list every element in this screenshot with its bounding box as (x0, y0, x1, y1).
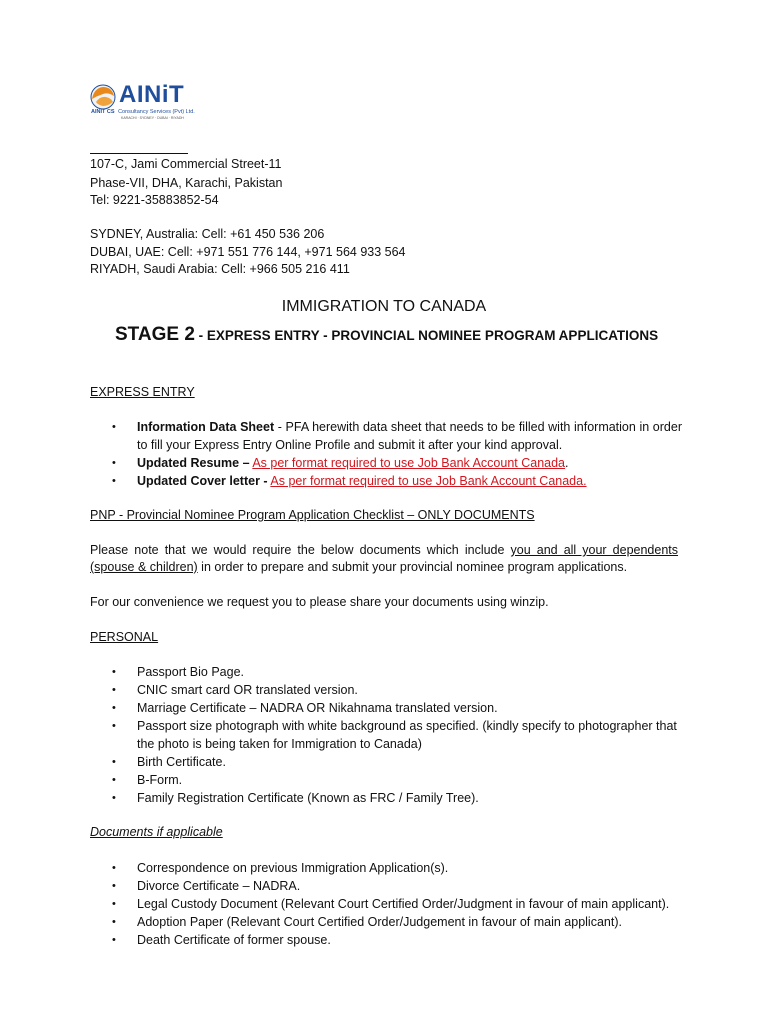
company-logo (88, 82, 198, 126)
express-entry-list (90, 418, 682, 490)
bullet: • (112, 720, 116, 732)
logo-company: Consultancy Services (Pvt) Ltd. (118, 109, 195, 115)
paragraph-text: in order to prepare and submit your provincial nominee program applications. (197, 560, 628, 574)
bullet: • (112, 792, 116, 804)
bullet: • (112, 684, 116, 696)
pnp-paragraph (90, 542, 678, 576)
item-title: Updated Resume – (137, 456, 250, 470)
item-text: Family Registration Certificate (Known as FRC / Family Tree). (137, 791, 479, 805)
bullet: • (112, 702, 116, 714)
list-item (90, 454, 682, 472)
item-text: Death Certificate of former spouse. (137, 933, 331, 947)
list-item (90, 913, 682, 931)
bullet: • (112, 421, 116, 433)
address-dubai: DUBAI, UAE: Cell: +971 551 776 144, +971 564 933 564 (90, 245, 406, 259)
address-line-1: 107-C, Jami Commercial Street-11 (90, 157, 282, 171)
bullet: • (112, 756, 116, 768)
item-text: Passport Bio Page. (137, 665, 245, 679)
list-item (90, 931, 682, 949)
address-riyadh: RIYADH, Saudi Arabia: Cell: +966 505 216 411 (90, 262, 350, 276)
item-text: Birth Certificate. (137, 755, 226, 769)
applicable-heading: Documents if applicable (90, 825, 223, 839)
stage-heading (115, 322, 658, 349)
list-item (90, 663, 682, 681)
dependents-emphasis: you and all your dependents (spouse & children) (90, 543, 679, 574)
bullet: • (112, 862, 116, 874)
bullet: • (112, 774, 116, 786)
paragraph-text: Please note that we would require the below documents which include (90, 543, 511, 557)
item-text: . (565, 456, 569, 470)
job-bank-link[interactable]: As per format required to use Job Bank Account Canada (252, 456, 566, 470)
list-item (90, 877, 682, 895)
list-item (90, 681, 682, 699)
item-text: - PFA herewith data sheet that needs to be filled with information in order to fill your Express Entry Online Profile and submit it after your kind approval. (137, 420, 682, 452)
logo-cities: KARACHI · SYDNEY · DUBAI · RIYADH (121, 116, 184, 120)
document-title: IMMIGRATION TO CANADA (281, 298, 487, 315)
applicable-list (90, 859, 682, 949)
item-title: Updated Cover letter - (137, 474, 268, 488)
item-title: Information Data Sheet (137, 420, 275, 434)
address-line-2: Phase-VII, DHA, Karachi, Pakistan (90, 176, 283, 190)
logo-divider (90, 153, 188, 154)
item-text: Marriage Certificate – NADRA OR Nikahnama translated version. (137, 701, 498, 715)
item-text: Adoption Paper (Relevant Court Certified Order/Judgement in favour of main applicant). (137, 915, 622, 929)
logo-subtitle (91, 109, 195, 116)
job-bank-link[interactable]: As per format required to use Job Bank Account Canada. (270, 474, 587, 488)
personal-heading: PERSONAL (90, 630, 159, 644)
item-text: Divorce Certificate – NADRA. (137, 879, 301, 893)
logo-emblem-icon (88, 82, 118, 112)
personal-list (90, 663, 682, 807)
list-item (90, 753, 682, 771)
bullet: • (112, 666, 116, 678)
pnp-heading: PNP - Provincial Nominee Program Application Checklist – ONLY DOCUMENTS (90, 508, 535, 522)
item-text: Passport size photograph with white background as specified. (kindly specify to photographer that the photo is being taken for Immigration to Canada) (137, 719, 677, 751)
logo-sub-label: AINIT CS (91, 109, 115, 115)
list-item (90, 699, 682, 717)
winzip-note: For our convenience we request you to please share your documents using winzip. (90, 595, 549, 609)
item-text: CNIC smart card OR translated version. (137, 683, 358, 697)
item-text: Correspondence on previous Immigration Application(s). (137, 861, 449, 875)
list-item (90, 789, 682, 807)
express-entry-heading: EXPRESS ENTRY (90, 385, 195, 399)
stage-label: STAGE 2 (115, 324, 195, 345)
list-item (90, 771, 682, 789)
item-text: B-Form. (137, 773, 183, 787)
list-item (90, 859, 682, 877)
stage-subtitle: - EXPRESS ENTRY - PROVINCIAL NOMINEE PROGRAM APPLICATIONS (194, 328, 659, 343)
list-item (90, 895, 682, 913)
address-tel: Tel: 9221-35883852-54 (90, 193, 219, 207)
bullet: • (112, 880, 116, 892)
logo-wordmark: AINiT (119, 81, 185, 108)
list-item (90, 418, 682, 454)
bullet: • (112, 916, 116, 928)
bullet: • (112, 934, 116, 946)
list-item (90, 472, 682, 490)
item-text: Legal Custody Document (Relevant Court Certified Order/Judgment in favour of main applicant). (137, 897, 670, 911)
bullet: • (112, 475, 116, 487)
list-item (90, 717, 682, 753)
bullet: • (112, 898, 116, 910)
address-sydney: SYDNEY, Australia: Cell: +61 450 536 206 (90, 227, 325, 241)
bullet: • (112, 457, 116, 469)
